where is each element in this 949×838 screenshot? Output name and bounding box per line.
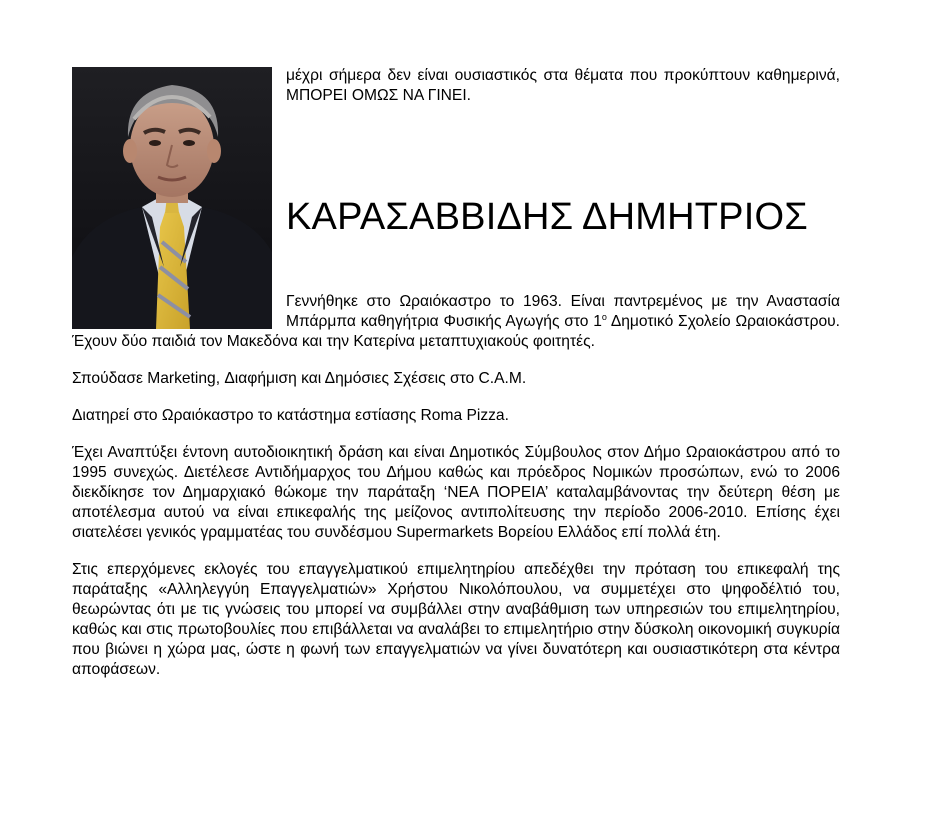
bio-paragraph-business: Διατηρεί στο Ωραιόκαστρο το κατάστημα εστίασης Roma Pizza. bbox=[72, 407, 509, 424]
ordinal-superscript: ο bbox=[601, 311, 607, 322]
person-name-heading: ΚΑΡΑΣΑΒΒΙΔΗΣ ΔΗΜΗΤΡΙΟΣ bbox=[286, 196, 808, 238]
bio-birth-text: Γεννήθηκε στο Ωραιόκαστρο το 1963. Είναι παντρεμένος με την Αναστασία Μπάρμπα καθηγήτρια Φυσικής Αγωγής στο 1 bbox=[286, 293, 840, 330]
bio-birth-text-continued: Δημοτικό Σχολείο Ωραιοκάστρου. Έχουν δύο παιδιά τον Μακεδόνα και την Κατερίνα μεταπτυχιακούς φοιτητές. bbox=[72, 313, 840, 350]
bio-paragraph-elections: Στις επερχόμενες εκλογές του επαγγελματικού επιμελητηρίου απεδέχθει την πρόταση του επικεφαλή της παράταξης «Αλληλεγγύη Επαγγελματιών» Χρήστου Νικολόπουλου, να συμμετέχει στο ψηφοδέλτιό του, θεωρώντας ότι με τις γνώσεις του μπορεί να συμβάλλει στην αναβάθμιση των υπηρεσιών του επιμελητηρίου, καθώς και στις πρωτοβουλίες που επιβάλλεται να αναλάβει το επιμελητήριο στην δύσκολη οικονομική συγκυρία που βιώνει η χώρα μας, ώστε η φωνή των επαγγελματιών να γίνει δυνατότερη και ουσιαστικότερη στα κέντρα αποφάσεων. bbox=[72, 561, 840, 678]
bio-paragraph-studies: Σπούδασε Marketing, Διαφήμιση και Δημόσιες Σχέσεις στο C.A.M. bbox=[72, 370, 527, 387]
intro-paragraph: μέχρι σήμερα δεν είναι ουσιαστικός στα θέματα που προκύπτουν καθημερινά, ΜΠΟΡΕΙ ΟΜΩΣ ΝΑ ΓΙΝΕΙ. bbox=[286, 67, 840, 104]
biography bbox=[72, 292, 840, 697]
photo-wrap-spacer bbox=[72, 292, 286, 332]
bio-paragraph-local-government: Έχει Αναπτύξει έντονη αυτοδιοικητική δράση και είναι Δημοτικός Σύμβουλος στον Δήμο Ωραιοκάστρου από το 1995 συνεχώς. Διετέλεσε Αντιδήμαρχος του Δήμου καθώς και πρόεδρος Νομικών προσώπων, ενώ το 2006 διεκδίκησε τον Δημαρχιακό θώκομε την παράταξη ‘ΝΕΑ ΠΟΡΕΙΑ’ καταλαμβάνοντας την δεύτερη θέση με αποτέλεσμα αυτού να είναι επικεφαλής της μείζονος αντιπολίτευσης την περίοδο 2006-2010. Επίσης έχει σιατελέσει γενικός γραμματέας του συνδέσμου Supermarkets Βορείου Ελλάδος επί πολλά έτη. bbox=[72, 444, 840, 541]
portrait-photo bbox=[72, 67, 272, 329]
